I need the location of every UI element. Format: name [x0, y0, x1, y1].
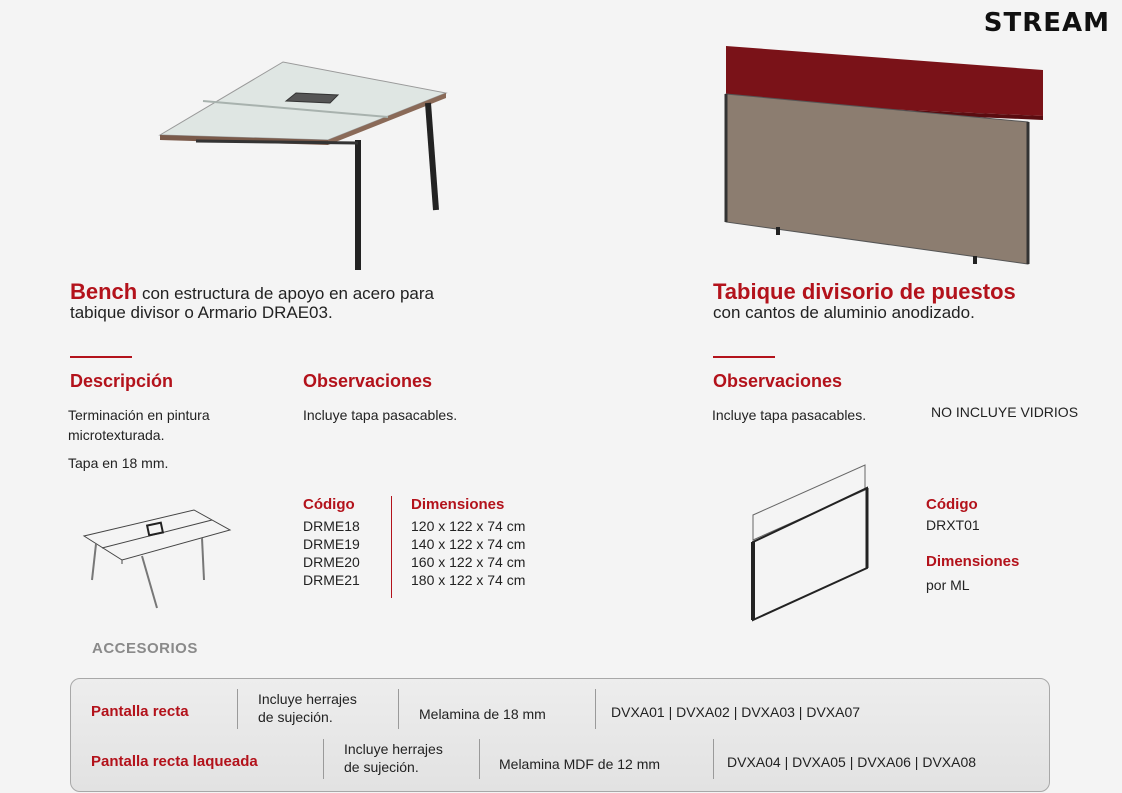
row-separator	[479, 739, 480, 779]
accesorio-material: Melamina MDF de 12 mm	[499, 756, 661, 772]
bench-dimensiones-list	[411, 517, 525, 589]
bench-codigo-item: DRME18	[303, 518, 360, 534]
bench-observaciones-text: Incluye tapa pasacables.	[303, 407, 458, 423]
row-separator	[595, 689, 596, 729]
bench-observaciones-heading: Observaciones	[303, 371, 433, 391]
bench-dimensiones-heading: Dimensiones	[411, 496, 505, 513]
bench-divider	[70, 356, 132, 358]
bench-dimension-item: 140 x 122 x 74 cm	[411, 536, 526, 552]
accesorios-table	[70, 678, 1050, 792]
bench-codigo-item: DRME21	[303, 572, 360, 588]
row-separator	[713, 739, 714, 779]
tabique-codigo-value: DRXT01	[926, 517, 980, 533]
accesorios-title: ACCESORIOS	[92, 640, 198, 657]
bench-codigo-list	[303, 517, 360, 589]
bench-codigo-item: DRME20	[303, 554, 360, 570]
tabique-subtitle: con cantos de aluminio anodizado.	[713, 303, 975, 322]
bench-dimension-item: 180 x 122 x 74 cm	[411, 572, 526, 588]
tabique-line-drawing	[745, 460, 875, 625]
bench-desk-image	[158, 55, 458, 280]
accesorio-herrajes-line1: Incluye herrajes	[344, 741, 443, 757]
accesorio-material: Melamina de 18 mm	[419, 706, 546, 722]
row-separator	[398, 689, 399, 729]
accesorio-herrajes-line1: Incluye herrajes	[258, 691, 357, 707]
tabique-dimensiones-value: por ML	[926, 577, 970, 593]
accesorio-name: Pantalla recta laqueada	[91, 753, 258, 770]
tabique-title: Tabique divisorio de puestos	[713, 279, 1016, 304]
accesorio-codes: DVXA04 | DVXA05 | DVXA06 | DVXA08	[727, 754, 977, 770]
descripcion-line1: Terminación en pintura	[68, 407, 210, 423]
no-vidrios-note: NO INCLUYE VIDRIOS	[931, 404, 1079, 420]
bench-title-bold: Bench	[70, 279, 138, 304]
bench-codigo-heading: Código	[303, 496, 355, 513]
descripcion-heading: Descripción	[70, 371, 174, 391]
accesorio-row	[71, 687, 1049, 737]
accesorio-codes: DVXA01 | DVXA02 | DVXA03 | DVXA07	[611, 704, 861, 720]
descripcion-line3: Tapa en 18 mm.	[68, 455, 169, 471]
bench-table-separator	[391, 496, 392, 598]
tabique-panel-image	[718, 44, 1048, 269]
accesorio-herrajes-line2: de sujeción.	[258, 709, 333, 725]
tabique-observaciones-text: Incluye tapa pasacables.	[712, 407, 867, 423]
bench-dimension-item: 160 x 122 x 74 cm	[411, 554, 526, 570]
tabique-dimensiones-heading: Dimensiones	[926, 553, 1020, 570]
bench-title-rest: con estructura de apoyo en acero para	[137, 284, 434, 303]
accesorio-herrajes-line2: de sujeción.	[344, 759, 419, 775]
descripcion-line2: microtexturada.	[68, 427, 165, 443]
accesorio-name: Pantalla recta	[91, 703, 189, 720]
bench-codigo-item: DRME19	[303, 536, 360, 552]
tabique-codigo-heading: Código	[926, 496, 978, 513]
bench-dimension-item: 120 x 122 x 74 cm	[411, 518, 526, 534]
tabique-divider	[713, 356, 775, 358]
accesorio-row	[71, 737, 1049, 787]
bench-title-line2: tabique divisor o Armario DRAE03.	[70, 303, 333, 322]
brand-logo: STREAM	[983, 8, 1110, 38]
row-separator	[237, 689, 238, 729]
bench-line-drawing	[82, 488, 237, 613]
tabique-observaciones-heading: Observaciones	[713, 371, 843, 391]
row-separator	[323, 739, 324, 779]
bench-title	[70, 279, 434, 305]
